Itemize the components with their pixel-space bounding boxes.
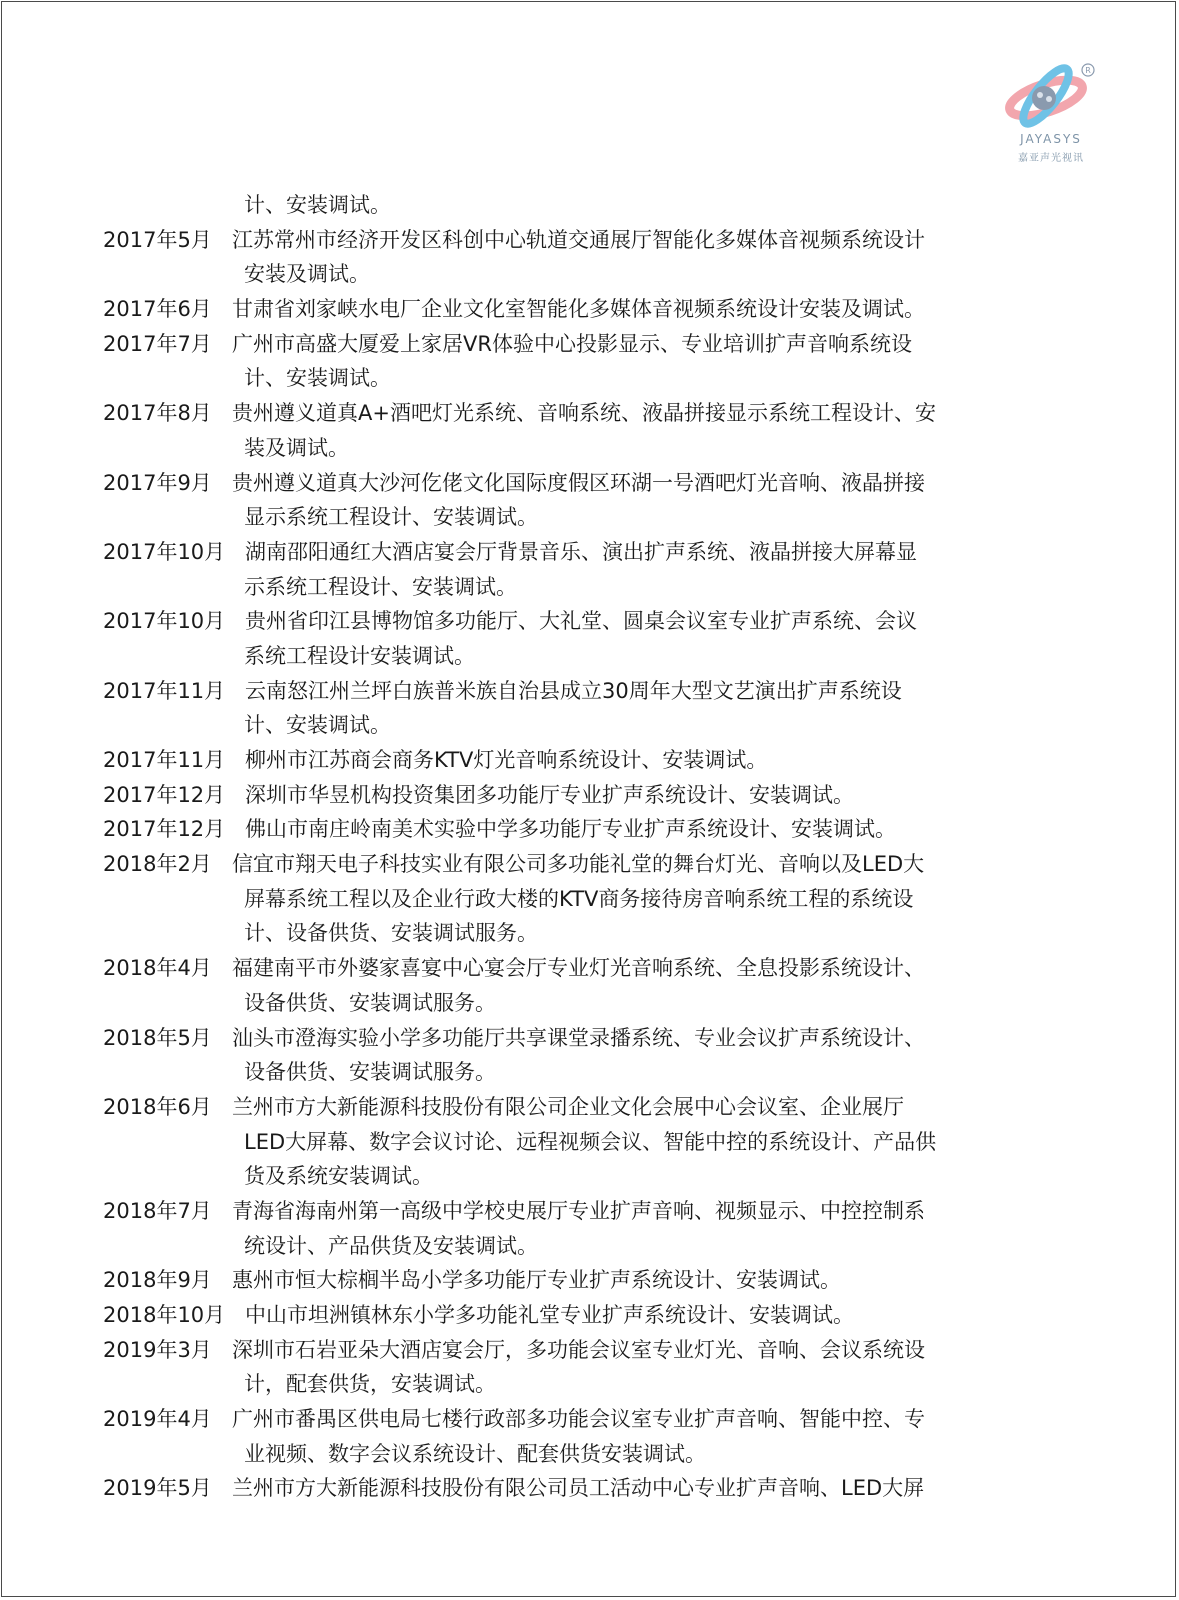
project-date: 2019年3月	[103, 1337, 212, 1362]
project-description: 福建南平市外婆家喜宴中心宴会厅专业灯光音响系统、全息投影系统设计、	[232, 956, 925, 981]
project-date: 2018年2月	[103, 852, 212, 877]
project-date: 2019年5月	[103, 1476, 212, 1501]
project-date: 2017年9月	[103, 470, 212, 495]
project-description: 计，配套供货，安装调试。	[244, 1372, 496, 1397]
project-entry-continuation	[0, 1437, 1179, 1472]
project-entry	[0, 951, 1179, 986]
project-entry-continuation	[0, 916, 1179, 951]
project-entry	[0, 1333, 1179, 1368]
project-entry-continuation	[0, 431, 1179, 466]
project-description: 佛山市南庄岭南美术实验中学多功能厅专业扩声系统设计、安装调试。	[245, 817, 896, 842]
project-description: 系统工程设计安装调试。	[244, 643, 475, 668]
project-description: 示系统工程设计、安装调试。	[244, 574, 517, 599]
project-description: 中山市坦洲镇林东小学多功能礼堂专业扩声系统设计、安装调试。	[245, 1303, 854, 1327]
project-entry-continuation	[0, 986, 1179, 1021]
project-date: 2018年5月	[103, 1025, 212, 1050]
project-description: 计、安装调试。	[244, 366, 391, 391]
project-description: 计、安装调试。	[244, 713, 391, 738]
project-description: 设备供货、安装调试服务。	[244, 990, 496, 1015]
project-date: 2017年8月	[103, 401, 212, 426]
project-entry	[0, 812, 1179, 847]
project-date: 2018年9月	[103, 1268, 212, 1293]
project-entry	[0, 847, 1179, 882]
project-entry-continuation	[0, 1159, 1179, 1194]
project-entry	[0, 1021, 1179, 1056]
project-entry	[0, 1194, 1179, 1229]
project-description: 显示系统工程设计、安装调试。	[244, 505, 538, 530]
registered-mark: R	[1085, 66, 1091, 75]
project-description: 计、安装调试。	[244, 193, 391, 217]
project-description: 兰州市方大新能源科技股份有限公司企业文化会展中心会议室、企业展厅	[232, 1094, 904, 1119]
project-entry	[0, 778, 1179, 813]
project-entry	[0, 1090, 1179, 1125]
project-description: LED大屏幕、数字会议讨论、远程视频会议、智能中控的系统设计、产品供	[244, 1129, 937, 1154]
project-description: 广州市番禺区供电局七楼行政部多功能会议室专业扩声音响、智能中控、专	[232, 1407, 925, 1432]
project-description: 计、设备供货、安装调试服务。	[244, 921, 538, 946]
project-description: 屏幕系统工程以及企业行政大楼的KTV商务接待房音响系统工程的系统设	[244, 886, 914, 911]
project-date: 2019年4月	[103, 1407, 212, 1432]
project-description: 兰州市方大新能源科技股份有限公司员工活动中心专业扩声音响、LED大屏	[232, 1476, 925, 1501]
project-entry	[0, 1263, 1179, 1298]
project-description: 柳州市江苏商会商务KTV灯光音响系统设计、安装调试。	[245, 748, 768, 772]
project-entry-continuation	[0, 882, 1179, 917]
project-description: 广州市高盛大厦爱上家居VR体验中心投影显示、专业培训扩声音响系统设	[232, 331, 912, 356]
company-logo	[996, 62, 1106, 172]
project-entry	[0, 396, 1179, 431]
project-date: 2018年7月	[103, 1198, 212, 1223]
project-date: 2018年4月	[103, 956, 212, 981]
project-date: 2017年7月	[103, 331, 212, 356]
project-description: 深圳市华昱机构投资集团多功能厅专业扩声系统设计、安装调试。	[245, 782, 854, 807]
project-description: 云南怒江州兰坪白族普米族自治县成立30周年大型文艺演出扩声系统设	[245, 678, 902, 703]
project-description: 货及系统安装调试。	[244, 1164, 433, 1189]
brand-name-cn: 嘉亚声光视讯	[1018, 153, 1084, 164]
brand-name: JAYASYS	[1020, 132, 1082, 146]
project-entry-continuation	[0, 1367, 1179, 1402]
project-description: 贵州省印江县博物馆多功能厅、大礼堂、圆桌会议室专业扩声系统、会议	[245, 609, 917, 634]
project-entry	[0, 743, 1179, 778]
project-entry-continuation	[0, 708, 1179, 743]
project-date: 2017年11月	[103, 748, 226, 772]
project-entry	[0, 223, 1179, 258]
project-entry-continuation	[0, 257, 1179, 292]
project-description: 汕头市澄海实验小学多功能厅共享课堂录播系统、专业会议扩声系统设计、	[232, 1025, 925, 1050]
project-entry	[0, 535, 1179, 570]
project-description: 信宜市翔天电子科技实业有限公司多功能礼堂的舞台灯光、音响以及LED大	[232, 852, 925, 877]
project-description: 设备供货、安装调试服务。	[244, 1060, 496, 1085]
project-description: 青海省海南州第一高级中学校史展厅专业扩声音响、视频显示、中控控制系	[232, 1198, 925, 1223]
jayasys-logo-icon	[1000, 62, 1100, 128]
project-description: 惠州市恒大棕榈半岛小学多功能厅专业扩声系统设计、安装调试。	[232, 1268, 841, 1293]
project-entry	[0, 292, 1179, 327]
project-entry	[0, 604, 1179, 639]
project-date: 2017年11月	[103, 678, 226, 703]
project-entry-continuation	[0, 1055, 1179, 1090]
project-date: 2017年10月	[103, 609, 226, 634]
project-description: 甘肃省刘家峡水电厂企业文化室智能化多媒体音视频系统设计安装及调试。	[232, 297, 925, 322]
project-entry-continuation	[0, 1229, 1179, 1264]
project-entry-continuation	[0, 500, 1179, 535]
project-description: 贵州遵义道真大沙河仡佬文化国际度假区环湖一号酒吧灯光音响、液晶拼接	[232, 470, 925, 495]
project-entry	[0, 327, 1179, 362]
project-entry-continuation	[0, 639, 1179, 674]
project-entry	[0, 466, 1179, 501]
project-date: 2017年12月	[103, 817, 226, 842]
project-date: 2018年6月	[103, 1094, 212, 1119]
project-date: 2018年10月	[103, 1303, 226, 1327]
project-description: 业视频、数字会议系统设计、配套供货安装调试。	[244, 1441, 706, 1466]
project-date: 2017年10月	[103, 539, 226, 564]
project-entry	[0, 1402, 1179, 1437]
project-description: 深圳市石岩亚朵大酒店宴会厅，多功能会议室专业灯光、音响、会议系统设	[232, 1337, 925, 1362]
project-description: 装及调试。	[244, 435, 349, 460]
project-entry-continuation	[0, 361, 1179, 396]
project-description: 安装及调试。	[244, 262, 370, 287]
project-description: 江苏常州市经济开发区科创中心轨道交通展厅智能化多媒体音视频系统设计	[232, 227, 925, 252]
project-entry	[0, 1298, 1179, 1333]
project-description: 贵州遵义道真A+酒吧灯光系统、音响系统、液晶拼接显示系统工程设计、安	[232, 401, 936, 426]
project-entry-continuation	[0, 1125, 1179, 1160]
project-entry-continuation	[0, 188, 1179, 223]
project-description: 统设计、产品供货及安装调试。	[244, 1233, 538, 1258]
project-entry-continuation	[0, 570, 1179, 605]
project-date: 2017年6月	[103, 297, 212, 322]
project-entry	[0, 1471, 1179, 1506]
project-date: 2017年5月	[103, 227, 212, 252]
project-entry	[0, 674, 1179, 709]
project-list	[0, 188, 1179, 1506]
project-description: 湖南邵阳通红大酒店宴会厅背景音乐、演出扩声系统、液晶拼接大屏幕显	[245, 539, 917, 564]
project-date: 2017年12月	[103, 782, 226, 807]
